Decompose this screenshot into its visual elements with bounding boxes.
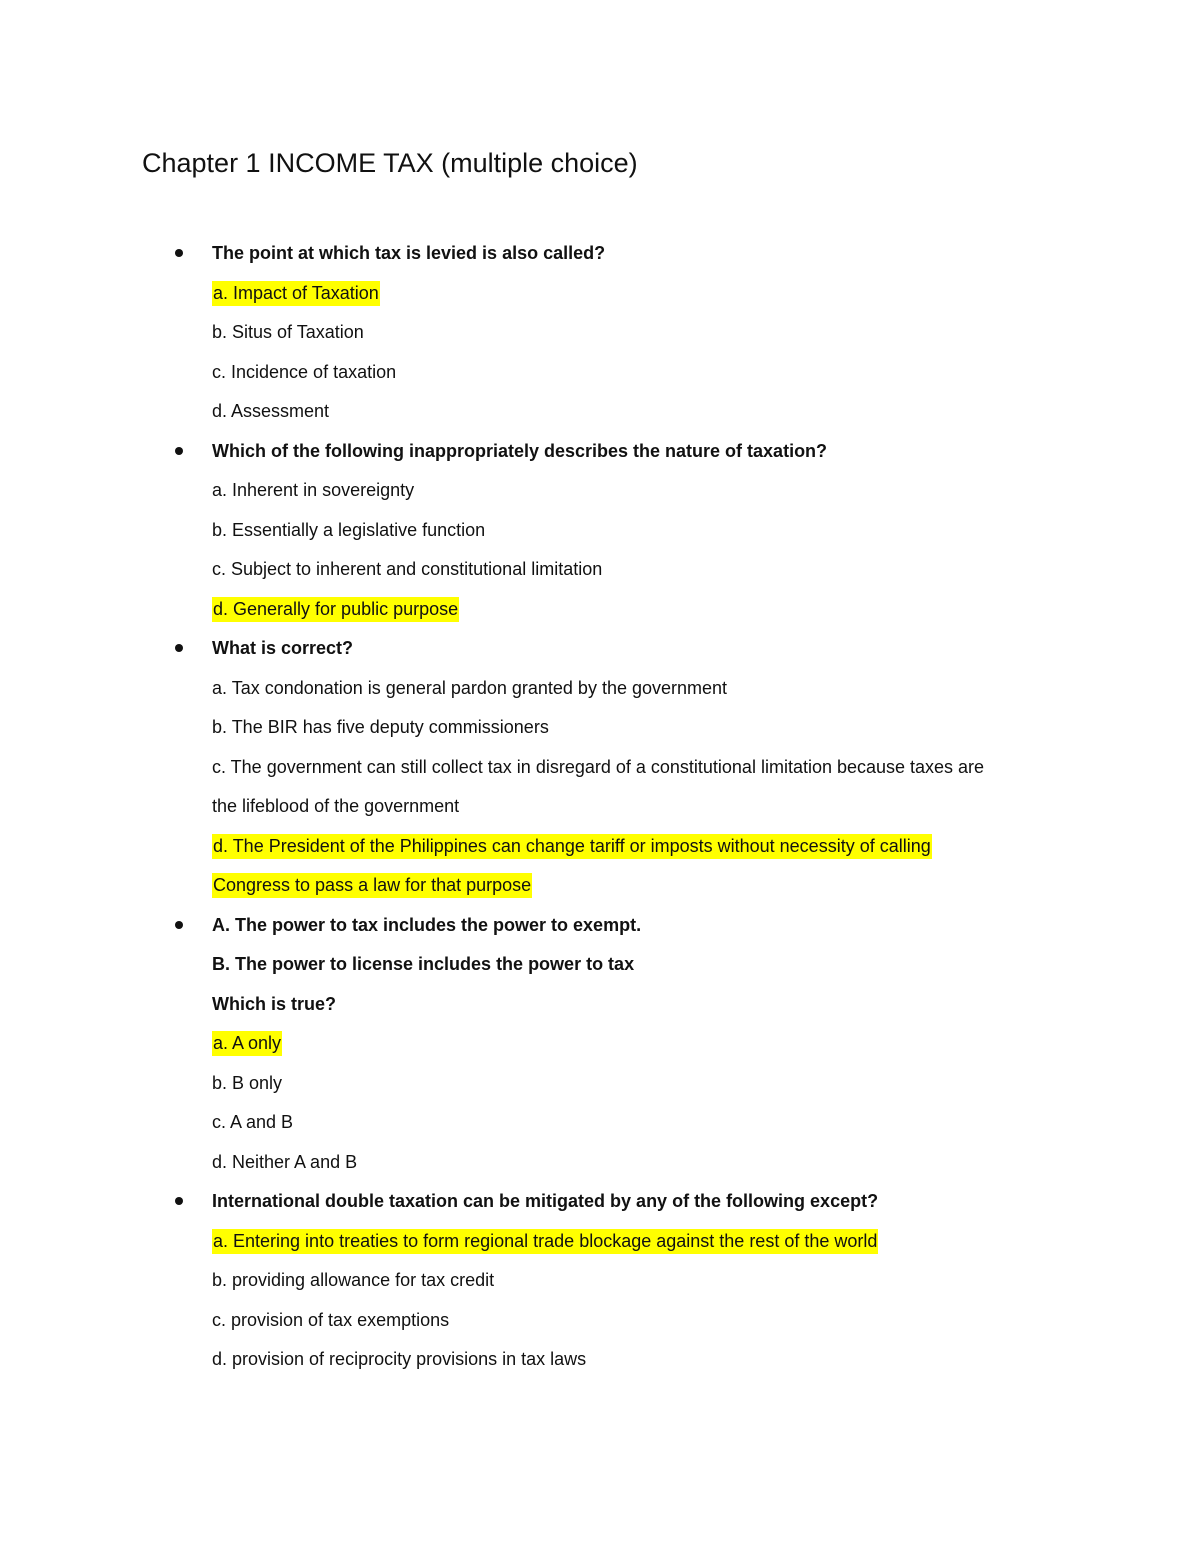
answer-option (212, 471, 1200, 511)
question-stem: International double taxation can be mitigated by any of the following except? (212, 1191, 879, 1211)
answer-option (212, 708, 1200, 748)
option-text: a. Impact of Taxation (212, 281, 380, 306)
answer-option (212, 313, 1200, 353)
question-stem: What is correct? (212, 638, 354, 658)
answer-option (212, 353, 1200, 393)
question-item (0, 1182, 1200, 1380)
answer-option (212, 1143, 1200, 1183)
answer-option (212, 669, 1200, 709)
option-text: c. provision of tax exemptions (212, 1309, 450, 1330)
answer-option (212, 550, 1200, 590)
bullet-icon (175, 447, 183, 455)
question-stem: Which is true? (212, 993, 337, 1014)
answer-option (212, 1261, 1200, 1301)
option-text: d. Generally for public purpose (212, 597, 459, 622)
answer-option-highlighted (212, 274, 1200, 314)
option-text: b. B only (212, 1072, 283, 1093)
option-text: d. Neither A and B (212, 1151, 358, 1172)
option-text: a. A only (212, 1031, 282, 1056)
bullet-icon (175, 1197, 183, 1205)
option-text: a. Inherent in sovereignty (212, 480, 415, 500)
answer-option (212, 1103, 1200, 1143)
answer-option-highlighted (212, 827, 1200, 867)
option-text: c. The government can still collect tax in disregard of a constitutional limitation because taxes are (212, 756, 985, 777)
question-item (0, 906, 1200, 1183)
option-text: d. provision of reciprocity provisions in tax laws (212, 1349, 587, 1369)
option-text: a. Entering into treaties to form regional trade blockage against the rest of the world (212, 1229, 878, 1254)
option-text: b. The BIR has five deputy commissioners (212, 717, 549, 737)
answer-option-highlighted (212, 1024, 1200, 1064)
option-text: b. Essentially a legislative function (212, 519, 486, 540)
question-stem: A. The power to tax includes the power to exempt. (212, 914, 642, 935)
bullet-icon (175, 249, 183, 257)
option-text: the lifeblood of the government (212, 796, 460, 816)
option-text: c. Subject to inherent and constitutional limitation (212, 559, 603, 579)
answer-option (212, 392, 1200, 432)
answer-option-highlighted (212, 866, 1200, 906)
answer-option (212, 787, 1200, 827)
option-text: c. Incidence of taxation (212, 361, 397, 382)
answer-option (212, 1064, 1200, 1104)
question-list (0, 234, 1200, 1380)
page-title: Chapter 1 INCOME TAX (multiple choice) (142, 148, 638, 178)
question-item (0, 234, 1200, 432)
answer-option (212, 1340, 1200, 1380)
question-stem: Which of the following inappropriately describes the nature of taxation? (212, 440, 828, 461)
question-item (0, 629, 1200, 906)
option-text: Congress to pass a law for that purpose (212, 873, 532, 898)
question-stem: The point at which tax is levied is also called? (212, 243, 606, 263)
answer-option-highlighted (212, 590, 1200, 630)
question-item (0, 432, 1200, 630)
option-text: a. Tax condonation is general pardon granted by the government (212, 677, 728, 698)
option-text: c. A and B (212, 1112, 294, 1132)
answer-option-highlighted (212, 1222, 1200, 1262)
answer-option (212, 1301, 1200, 1341)
option-text: d. The President of the Philippines can change tariff or imposts without necessity of calling (212, 834, 932, 859)
option-text: b. providing allowance for tax credit (212, 1270, 495, 1290)
bullet-icon (175, 921, 183, 929)
answer-option (212, 511, 1200, 551)
answer-option (212, 748, 1200, 788)
option-text: b. Situs of Taxation (212, 322, 364, 342)
question-stem: B. The power to license includes the power to tax (212, 954, 635, 974)
option-text: d. Assessment (212, 401, 330, 421)
bullet-icon (175, 644, 183, 652)
